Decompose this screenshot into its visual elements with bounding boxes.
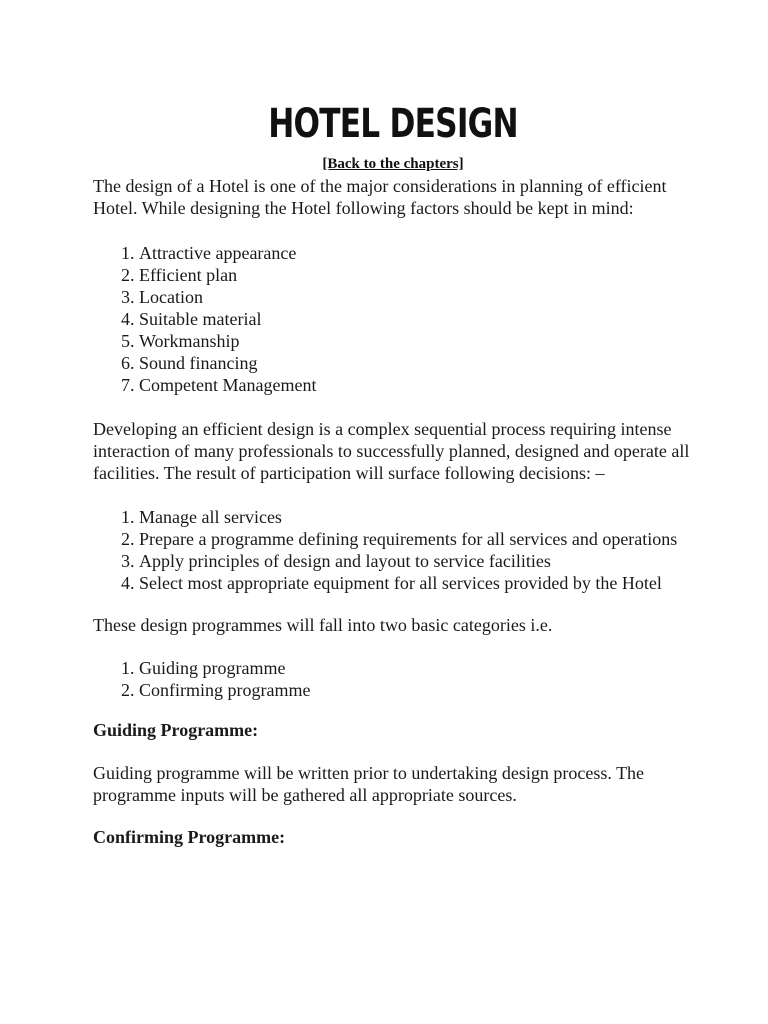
intro-paragraph: The design of a Hotel is one of the major considerations in planning of efficient Hotel. While designing the Hotel following factors should be kept in mind: (93, 176, 667, 218)
categories-paragraph: These design programmes will fall into two basic categories i.e. (93, 615, 553, 635)
list-item: 7. Competent Management (139, 374, 693, 396)
factors-list (93, 242, 693, 396)
categories-list (93, 657, 693, 701)
list-item: 1. Attractive appearance (139, 242, 693, 264)
list-item: 2. Confirming programme (139, 679, 693, 701)
list-item: 4. Suitable material (139, 308, 693, 330)
list-item: 3. Location (139, 286, 693, 308)
confirming-programme-heading: Confirming Programme: (93, 827, 286, 847)
list-item: 4. Select most appropriate equipment for all services provided by the Hotel (139, 572, 693, 594)
list-item: 1. Guiding programme (139, 657, 693, 679)
list-item: 6. Sound financing (139, 352, 693, 374)
document-page (93, 96, 693, 848)
list-item: 1. Manage all services (139, 506, 693, 528)
decisions-list (93, 506, 693, 594)
page-title: HOTEL DESIGN (268, 101, 518, 147)
guiding-programme-paragraph: Guiding programme will be written prior to undertaking design process. The programme inputs will be gathered all appropriate sources. (93, 763, 645, 805)
guiding-programme-heading: Guiding Programme: (93, 720, 259, 740)
list-item: 5. Workmanship (139, 330, 693, 352)
list-item: 2. Prepare a programme defining requirements for all services and operations (139, 528, 693, 550)
list-item: 3. Apply principles of design and layout to service facilities (139, 550, 693, 572)
process-paragraph: Developing an efficient design is a complex sequential process requiring intense interaction of many professionals to successfully planned, designed and operate all facilities. The result of participation will surface following decisions: – (93, 419, 690, 483)
back-to-chapters-link[interactable]: [Back to the chapters] (322, 156, 464, 172)
list-item: 2. Efficient plan (139, 264, 693, 286)
